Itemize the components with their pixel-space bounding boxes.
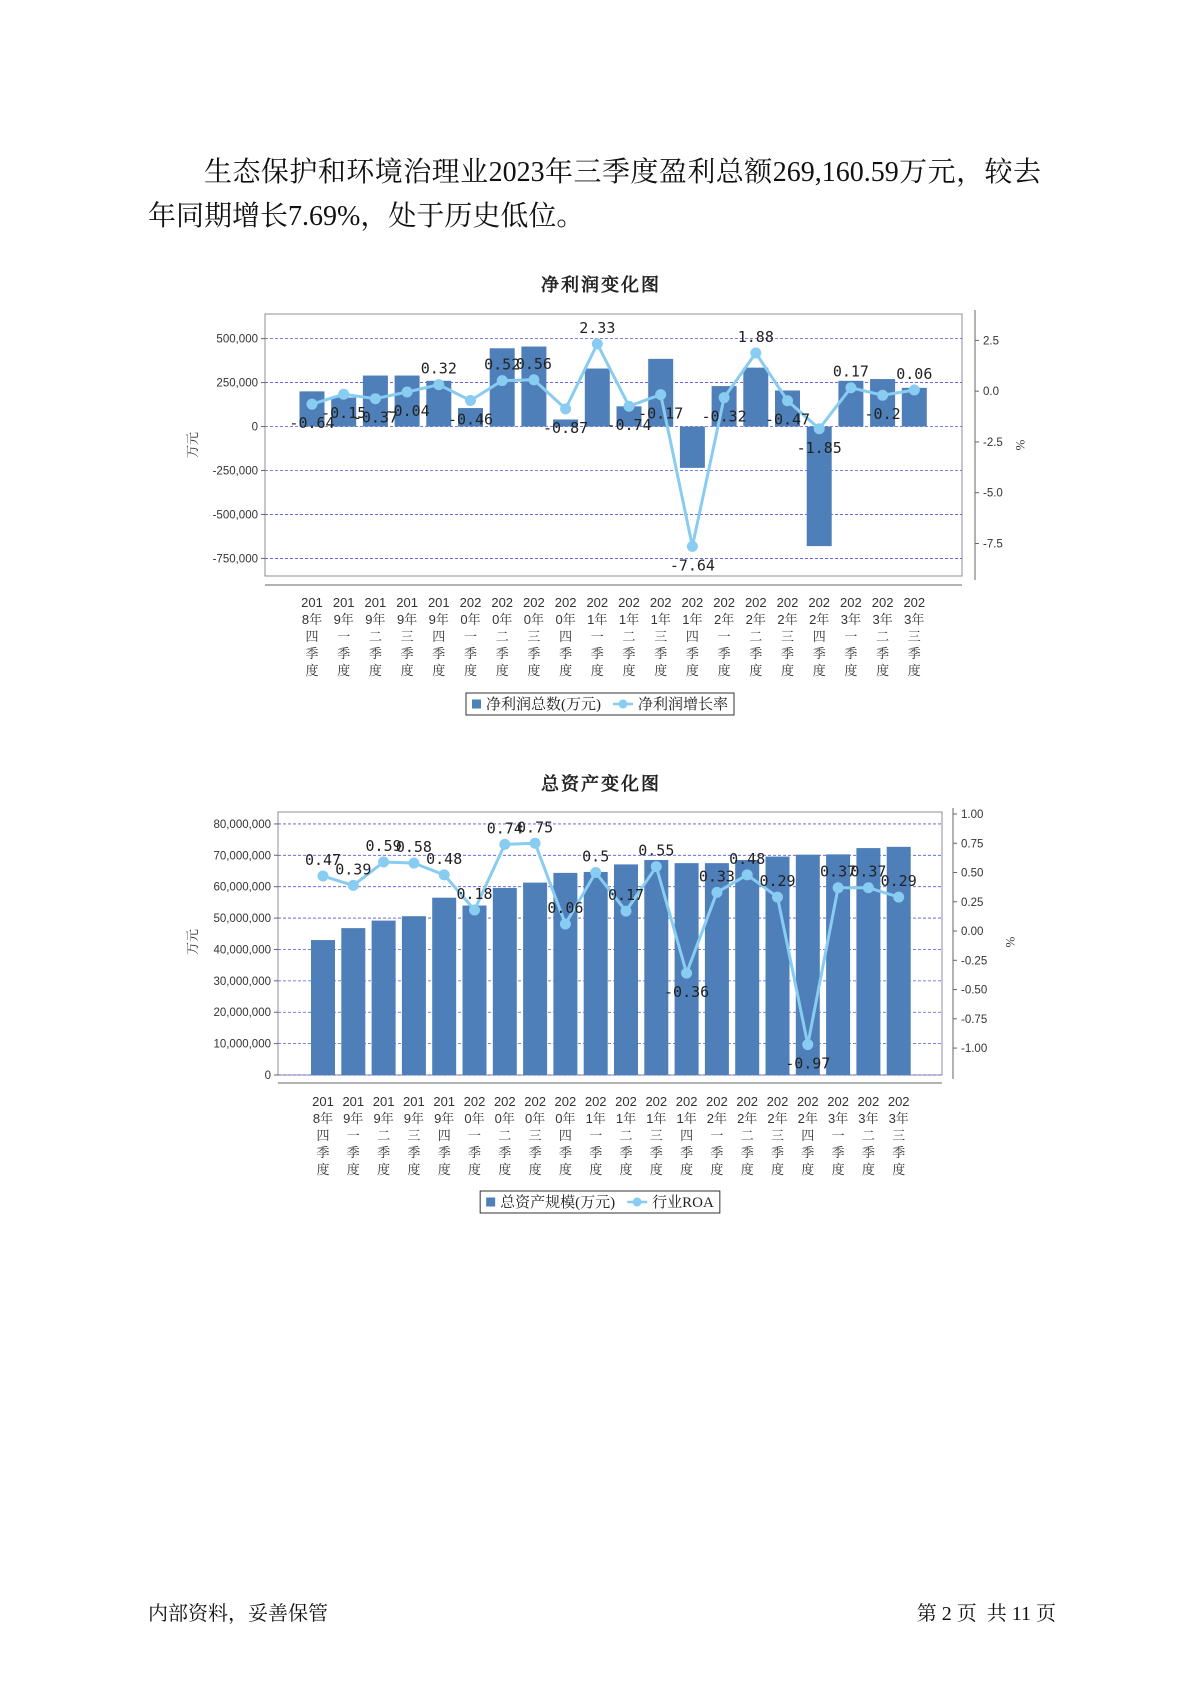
x-tick-label: 202 1年四季度 — [681, 595, 704, 678]
x-tick-label: 201 9年三季度 — [396, 595, 418, 678]
x-tick-label: 202 3年三季度 — [903, 595, 926, 678]
data-label: 0.06 — [896, 364, 933, 383]
x-tick-label: 202 0年一季度 — [463, 1094, 486, 1177]
line-point — [750, 347, 761, 358]
line-point — [863, 882, 874, 893]
data-label: -0.47 — [764, 410, 811, 429]
data-label: 0.39 — [335, 860, 372, 879]
y2-axis-label: % — [1003, 936, 1018, 948]
data-label: 0.17 — [607, 886, 645, 905]
data-label: 0.37 — [820, 862, 857, 881]
line-point — [465, 395, 476, 406]
legend-label: 净利润增长率 — [637, 697, 729, 713]
x-tick-label: 202 3年二季度 — [857, 1094, 880, 1177]
data-label: 0.37 — [850, 862, 887, 881]
data-label: 0.55 — [638, 841, 675, 860]
line-point — [433, 379, 444, 390]
x-tick-label: 202 3年一季度 — [840, 595, 862, 678]
legend-bar-swatch — [486, 1198, 495, 1207]
data-label: -0.36 — [664, 983, 710, 1002]
y-tick-label: 10,000,000 — [213, 1038, 271, 1051]
x-tick-label: 202 0年三季度 — [523, 595, 545, 678]
y-tick-label: 70,000,000 — [213, 850, 271, 863]
line-point — [530, 838, 541, 849]
y-tick-label: 50,000,000 — [213, 913, 271, 926]
data-label: -0.87 — [543, 418, 589, 437]
line-point — [338, 389, 349, 400]
bar — [856, 848, 880, 1075]
y2-tick-label: 0.00 — [961, 926, 984, 939]
data-label: -0.2 — [864, 405, 901, 424]
y-tick-label: 80,000,000 — [213, 818, 271, 831]
line-point — [592, 338, 603, 349]
y-tick-label: 40,000,000 — [213, 944, 271, 957]
x-tick-label: 202 0年一季度 — [459, 595, 482, 678]
y-axis-label: 万元 — [185, 928, 200, 956]
x-tick-label: 202 2年三季度 — [766, 1094, 789, 1177]
y-tick-label: 0 — [264, 1070, 271, 1082]
x-tick-label: 202 2年四季度 — [808, 595, 831, 678]
data-label: 0.17 — [832, 362, 869, 381]
y-tick-label: 0 — [251, 421, 258, 434]
line-point — [814, 423, 825, 434]
data-label: -0.04 — [384, 401, 430, 420]
line-point — [560, 403, 571, 414]
line-point — [687, 541, 698, 552]
y-tick-label: -500,000 — [212, 509, 258, 522]
data-label: -0.97 — [785, 1054, 831, 1073]
bar — [341, 928, 365, 1075]
line-point — [833, 882, 844, 893]
x-tick-label: 201 9年一季度 — [332, 595, 355, 678]
line-point — [560, 919, 571, 930]
data-label: 0.59 — [365, 836, 402, 855]
data-label: 0.56 — [515, 354, 552, 373]
data-label: -0.37 — [352, 408, 398, 427]
x-tick-label: 202 2年二季度 — [744, 595, 767, 678]
x-tick-label: 202 3年一季度 — [827, 1094, 849, 1177]
line-point — [370, 393, 381, 404]
x-tick-label: 201 9年三季度 — [403, 1094, 425, 1177]
data-label: -0.17 — [638, 404, 684, 423]
y2-tick-label: 0.0 — [983, 386, 999, 399]
line-point — [742, 869, 753, 880]
y2-tick-label: 0.75 — [961, 838, 984, 851]
legend-line-marker — [618, 700, 627, 709]
data-label: 0.74 — [486, 819, 523, 838]
chart-plot-area — [213, 808, 987, 1213]
bar — [463, 906, 487, 1075]
x-tick-label: 202 1年一季度 — [586, 595, 609, 678]
x-tick-label: 201 8年四季度 — [312, 1094, 334, 1177]
y2-tick-label: -0.25 — [961, 955, 988, 968]
data-label: 0.48 — [729, 849, 766, 868]
y2-tick-label: 2.5 — [983, 335, 999, 348]
chart-plot-area — [213, 310, 1003, 715]
footer-confidential-note: 内部资料，妥善保管 — [148, 1603, 328, 1625]
line-point — [802, 1039, 813, 1050]
legend-label: 净利润总数(万元) — [485, 697, 601, 713]
bar — [523, 883, 547, 1075]
data-label: 0.29 — [880, 872, 917, 891]
bar — [584, 872, 608, 1075]
line-point — [499, 839, 510, 850]
line-point — [624, 401, 635, 412]
line-point — [528, 374, 539, 385]
y-tick-label: -250,000 — [212, 465, 258, 478]
data-label: -7.64 — [669, 556, 715, 575]
bar — [372, 921, 396, 1075]
line-point — [469, 904, 480, 915]
data-label: 0.18 — [456, 884, 493, 903]
line-point — [348, 880, 359, 891]
x-tick-label: 202 2年一季度 — [713, 595, 735, 678]
bar — [493, 888, 517, 1075]
line-point — [893, 892, 904, 903]
x-tick-label: 202 2年一季度 — [706, 1094, 728, 1177]
y2-tick-label: -7.5 — [983, 538, 1003, 551]
x-tick-label: 202 1年三季度 — [649, 595, 672, 678]
legend-bar-swatch — [472, 700, 481, 709]
net-profit-chart — [0, 255, 1191, 730]
x-tick-label: 201 9年一季度 — [342, 1094, 365, 1177]
line-point — [621, 906, 632, 917]
x-tick-label: 202 3年二季度 — [871, 595, 894, 678]
line-point — [772, 892, 783, 903]
x-tick-label: 202 2年二季度 — [736, 1094, 759, 1177]
x-tick-label: 202 1年三季度 — [645, 1094, 668, 1177]
footer-page-number: 第 2 页 共 11 页 — [916, 1603, 1056, 1625]
y-tick-label: -750,000 — [212, 553, 258, 566]
y2-tick-label: 1.00 — [961, 808, 984, 821]
legend-label: 行业ROA — [652, 1195, 714, 1211]
x-tick-label: 202 0年二季度 — [493, 1094, 516, 1177]
data-label: 0.32 — [420, 359, 457, 378]
line-point — [318, 871, 329, 882]
line-point — [439, 869, 450, 880]
x-tick-label: 202 0年四季度 — [554, 1094, 577, 1177]
y2-tick-label: -1.00 — [961, 1043, 988, 1056]
bar — [402, 916, 426, 1075]
x-tick-label: 202 2年四季度 — [796, 1094, 819, 1177]
line-point — [655, 389, 666, 400]
y2-tick-label: -2.5 — [983, 436, 1003, 449]
line-point — [590, 867, 601, 878]
y2-tick-label: -0.50 — [961, 984, 988, 997]
y2-tick-label: 0.25 — [961, 896, 984, 909]
data-label: 0.29 — [759, 872, 796, 891]
line-point — [909, 384, 920, 395]
y2-axis-label: % — [1013, 439, 1028, 451]
data-label: -1.85 — [796, 438, 842, 457]
legend-label: 总资产规模(万元) — [500, 1195, 616, 1211]
data-label: 1.88 — [737, 327, 774, 346]
x-tick-label: 202 1年一季度 — [584, 1094, 607, 1177]
line-point — [402, 386, 413, 397]
line-point — [497, 375, 508, 386]
x-tick-label: 201 9年二季度 — [372, 1094, 395, 1177]
data-label: -0.15 — [321, 404, 367, 423]
y-tick-label: 60,000,000 — [213, 881, 271, 894]
x-tick-label: 202 2年三季度 — [776, 595, 799, 678]
legend — [466, 693, 734, 715]
x-tick-label: 202 1年二季度 — [615, 1094, 637, 1177]
x-tick-label: 202 1年四季度 — [675, 1094, 698, 1177]
line-point — [711, 887, 722, 898]
y2-tick-label: 0.50 — [961, 867, 984, 880]
line-point — [378, 856, 389, 867]
y2-tick-label: -0.75 — [961, 1013, 988, 1026]
summary-paragraph: 生态保护和环境治理业2023年三季度盈利总额269,160.59万元，较去年同期增长7.69%，处于历史低位。 — [148, 157, 1041, 232]
line-point — [651, 861, 662, 872]
bar — [432, 898, 456, 1075]
chart-title: 总资产变化图 — [541, 774, 661, 794]
chart-title: 净利润变化图 — [541, 275, 661, 295]
y-tick-label: 30,000,000 — [213, 975, 271, 988]
data-label: 0.47 — [304, 851, 342, 870]
data-label: 0.75 — [517, 818, 554, 837]
y-axis-label: 万元 — [185, 431, 200, 459]
data-label: -0.46 — [447, 410, 494, 429]
line-point — [845, 382, 856, 393]
data-label: -0.32 — [701, 407, 747, 426]
data-label: -0.64 — [289, 414, 335, 433]
data-label: 2.33 — [579, 318, 616, 337]
x-tick-label: 202 0年三季度 — [524, 1094, 546, 1177]
bar — [311, 940, 335, 1075]
y2-tick-label: -5.0 — [983, 487, 1003, 500]
x-tick-label: 201 8年四季度 — [301, 595, 323, 678]
bar — [735, 860, 759, 1075]
x-tick-label: 201 9年四季度 — [433, 1094, 456, 1177]
line-point — [719, 392, 730, 403]
y-tick-label: 500,000 — [216, 333, 258, 346]
x-tick-label: 202 3年三季度 — [887, 1094, 910, 1177]
data-label: 0.06 — [547, 899, 584, 918]
plot-frame — [265, 314, 962, 576]
x-tick-label: 202 0年二季度 — [491, 595, 514, 678]
x-tick-label: 201 9年四季度 — [427, 595, 450, 678]
total-assets-chart — [0, 760, 1191, 1230]
x-tick-label: 201 9年二季度 — [364, 595, 387, 678]
legend — [480, 1191, 720, 1213]
bar — [680, 427, 705, 468]
data-label: 0.5 — [582, 847, 610, 866]
data-label: 0.52 — [484, 355, 521, 374]
data-label: 0.58 — [395, 838, 432, 857]
y-tick-label: 250,000 — [216, 377, 258, 390]
legend-line-marker — [633, 1198, 642, 1207]
data-label: 0.33 — [698, 867, 735, 886]
data-label: -0.74 — [606, 416, 652, 435]
line-point — [408, 858, 419, 869]
line-point — [681, 968, 692, 979]
x-tick-label: 202 0年四季度 — [554, 595, 577, 678]
line-point — [877, 390, 888, 401]
line-point — [307, 399, 318, 410]
line-point — [782, 395, 793, 406]
x-tick-label: 202 1年二季度 — [618, 595, 640, 678]
data-label: 0.48 — [426, 849, 463, 868]
y-tick-label: 20,000,000 — [213, 1007, 271, 1020]
